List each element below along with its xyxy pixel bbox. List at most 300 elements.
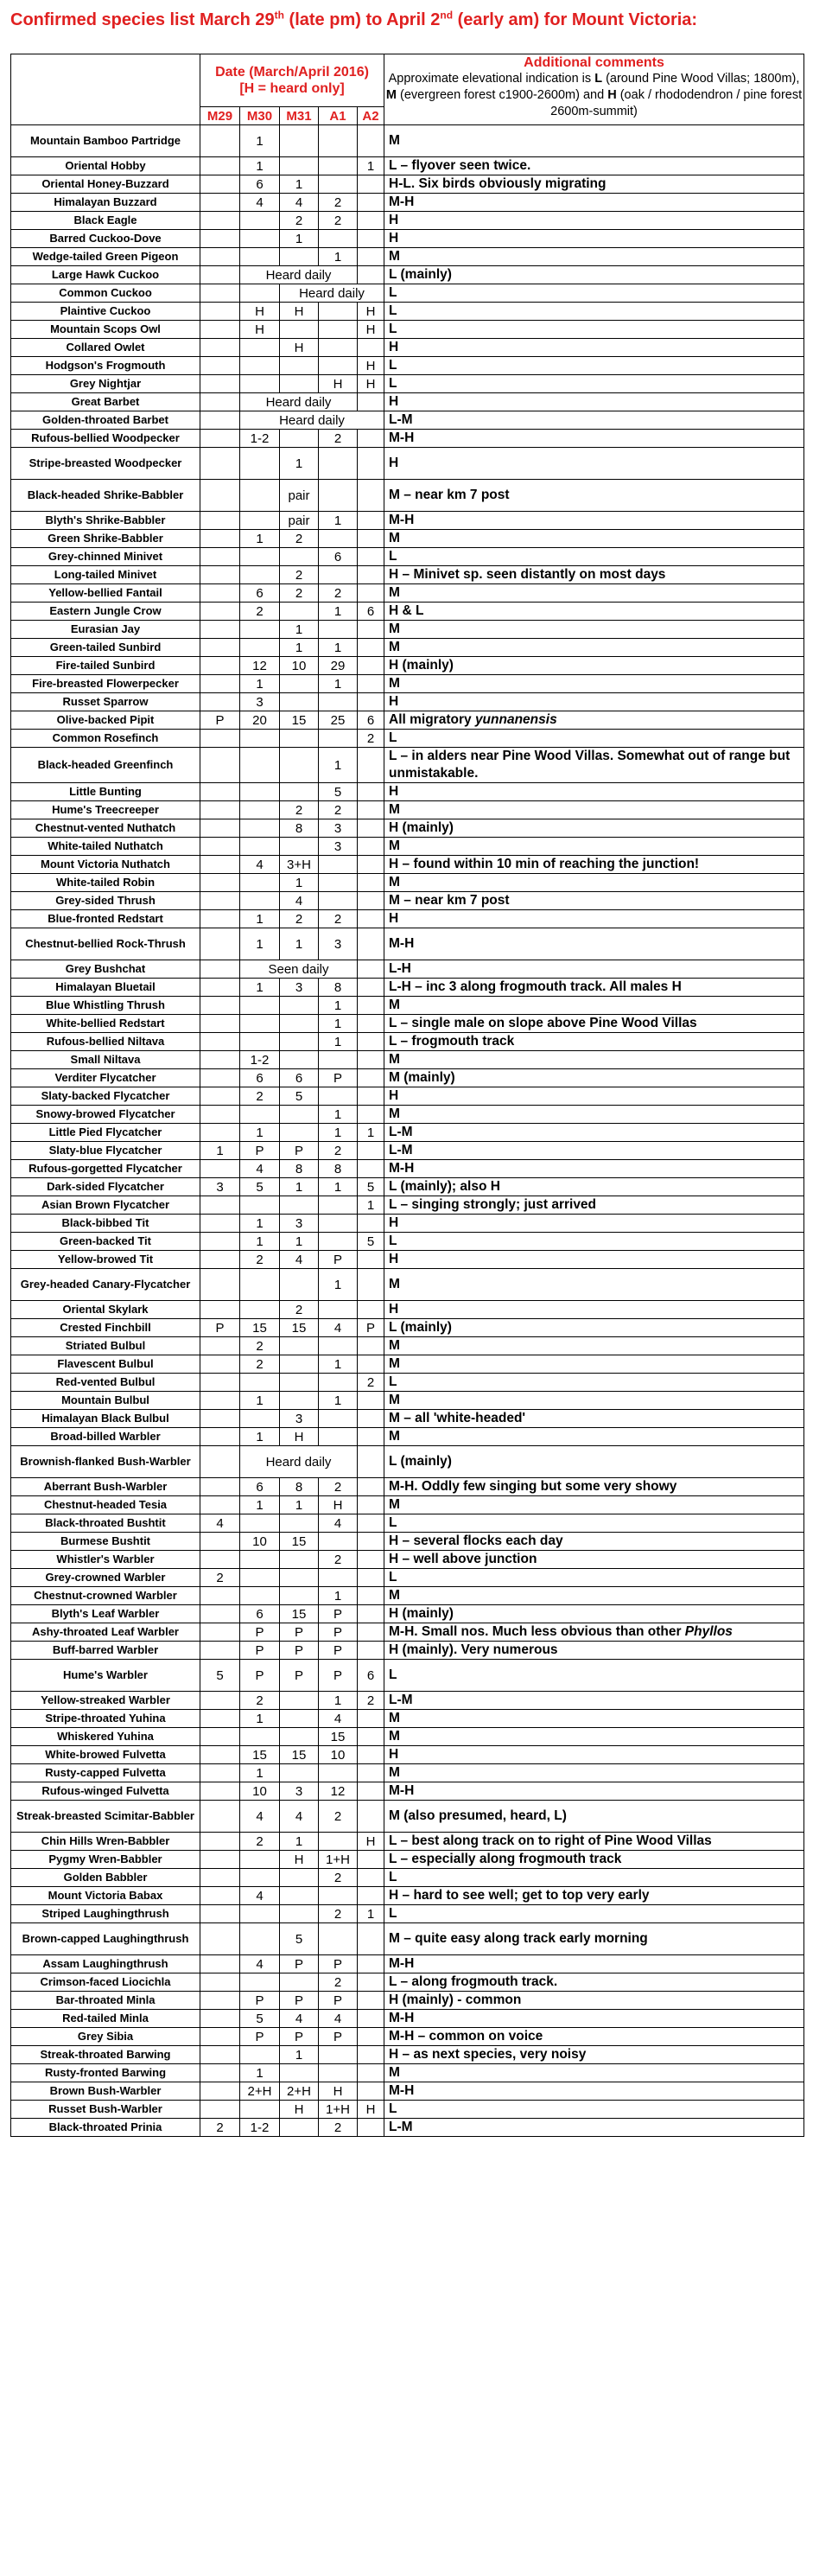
count-cell [358,339,384,357]
count-cell [280,1051,319,1069]
text-segment: M-H [389,1783,415,1798]
count-cell: 1 [319,1106,358,1124]
species-name: Himalayan Buzzard [11,194,200,212]
text-segment: L-H – inc 3 along frogmouth track. All males H [389,979,682,994]
count-cell: P [319,2028,358,2046]
comment-cell [384,393,804,411]
text-segment: L – along frogmouth track. [389,1974,558,1989]
count-cell [280,430,319,448]
count-cell: 4 [280,1801,319,1833]
count-cell [200,512,240,530]
count-cell: P [240,1660,280,1692]
species-name: White-bellied Redstart [11,1015,200,1033]
count-cell [358,1887,384,1905]
count-cell [200,783,240,801]
count-cell: 5 [280,1087,319,1106]
count-cell [358,248,384,266]
count-cell [358,1642,384,1660]
count-cell: 1 [240,157,280,175]
count-cell [319,1233,358,1251]
count-cell [200,1496,240,1514]
count-cell [240,566,280,584]
count-cell: 1 [358,157,384,175]
heard-only-note: [H = heard only] [239,81,345,96]
table-row [11,125,804,157]
table-row [11,1124,804,1142]
count-cell [280,548,319,566]
count-cell [358,266,384,284]
count-cell [319,1410,358,1428]
comment-cell [384,874,804,892]
table-row [11,874,804,892]
comment-cell [384,1851,804,1869]
count-cell: 6 [280,1069,319,1087]
count-cell: P [280,1992,319,2010]
count-cell: 1 [280,874,319,892]
count-cell [240,892,280,910]
count-cell: P [200,711,240,730]
comment-cell [384,157,804,175]
count-cell: 1 [240,1764,280,1782]
count-cell: 3 [280,979,319,997]
comment-cell [384,1196,804,1215]
table-row [11,1764,804,1782]
text-segment: M [389,676,400,691]
table-row [11,1069,804,1087]
species-name: Ashy-throated Leaf Warbler [11,1623,200,1642]
text-segment: M [389,2065,400,2080]
count-cell [358,928,384,960]
species-name: Green Shrike-Babbler [11,530,200,548]
species-name: Himalayan Bluetail [11,979,200,997]
count-cell [200,1269,240,1301]
text-segment: H – hard to see well; get to top very early [389,1888,650,1903]
count-cell [358,1587,384,1605]
count-cell [200,874,240,892]
count-cell [280,1033,319,1051]
table-row [11,639,804,657]
count-cell: H [280,1851,319,1869]
text-segment: H – several flocks each day [389,1533,563,1548]
count-cell [358,230,384,248]
count-cell [358,639,384,657]
count-cell [200,2101,240,2119]
count-cell: 1 [319,639,358,657]
count-cell: 8 [319,979,358,997]
text-segment: L (mainly); also H [389,1179,500,1194]
species-name: Grey Bushchat [11,960,200,979]
species-name: Grey-crowned Warbler [11,1569,200,1587]
comment-cell [384,1869,804,1887]
text-segment: H [389,231,399,245]
count-cell [358,1569,384,1587]
count-cell [240,2046,280,2064]
text-segment: M-H [389,936,415,951]
count-cell [280,1587,319,1605]
comment-cell [384,212,804,230]
table-row [11,1533,804,1551]
comment-cell [384,2101,804,2119]
comment-cell [384,1801,804,1833]
text-segment: M [389,1729,400,1744]
count-cell [240,284,280,303]
count-cell: 1 [319,997,358,1015]
count-cell [319,566,358,584]
count-cell [358,1106,384,1124]
species-name: Eurasian Jay [11,621,200,639]
count-cell [200,1069,240,1087]
count-cell: 1 [280,1496,319,1514]
count-cell: pair [280,512,319,530]
text-segment: M [389,1497,400,1512]
text-segment: H [389,1088,399,1103]
count-cell: 15 [240,1319,280,1337]
count-cell: P [200,1319,240,1337]
count-cell [280,730,319,748]
count-cell [240,801,280,819]
species-name: Blue Whistling Thrush [11,997,200,1015]
text-segment: M [389,1356,400,1371]
table-row [11,979,804,997]
count-cell [200,2046,240,2064]
count-cell: 2 [240,1833,280,1851]
count-cell [319,480,358,512]
count-cell: P [240,1642,280,1660]
count-cell [358,892,384,910]
count-cell [319,303,358,321]
count-cell [319,1569,358,1587]
table-row [11,1251,804,1269]
table-row [11,480,804,512]
count-cell [240,480,280,512]
count-cell [240,639,280,657]
species-name: Hodgson's Frogmouth [11,357,200,375]
table-row [11,284,804,303]
count-cell [200,284,240,303]
count-cell: 1 [358,1905,384,1923]
count-cell: 1-2 [240,2119,280,2137]
count-cell [358,1710,384,1728]
count-cell [200,411,240,430]
species-name: Striped Laughingthrush [11,1905,200,1923]
table-row [11,910,804,928]
comment-cell [384,1496,804,1514]
text-segment: H (mainly) - common [389,1993,522,2007]
table-row [11,212,804,230]
count-cell [280,1196,319,1215]
count-cell [358,430,384,448]
count-cell: 1 [240,1392,280,1410]
count-cell [319,1087,358,1106]
count-cell [358,1551,384,1569]
count-cell [280,1106,319,1124]
count-cell: P [240,1623,280,1642]
species-name: Chestnut-headed Tesia [11,1496,200,1514]
count-cell: 3+H [280,856,319,874]
species-name: Red-vented Bulbul [11,1374,200,1392]
table-row [11,2046,804,2064]
species-name: Rufous-bellied Niltava [11,1033,200,1051]
count-cell: 2 [358,730,384,748]
count-cell [358,1337,384,1355]
count-cell: 2 [319,430,358,448]
count-cell [358,1251,384,1269]
count-cell [200,979,240,997]
count-cell [200,1215,240,1233]
table-row [11,693,804,711]
count-cell: 6 [240,1605,280,1623]
count-cell [240,1015,280,1033]
count-cell: 1 [240,910,280,928]
count-cell [280,1692,319,1710]
count-cell: 20 [240,711,280,730]
table-row [11,1905,804,1923]
count-cell [200,675,240,693]
text-segment: H – well above junction [389,1552,537,1566]
count-cell [358,856,384,874]
count-cell [240,1973,280,1992]
comment-cell [384,175,804,194]
species-name: Common Rosefinch [11,730,200,748]
count-cell [319,1887,358,1905]
table-row [11,1106,804,1124]
table-row [11,801,804,819]
comment-cell [384,411,804,430]
comment-cell [384,1587,804,1605]
count-cell [358,1446,384,1478]
text-segment: M [389,1765,400,1780]
count-cell: 2 [319,1551,358,1569]
count-cell [358,960,384,979]
text-segment: L – flyover seen twice. [389,158,531,173]
count-cell [200,1410,240,1428]
species-name: Striated Bulbul [11,1337,200,1355]
count-cell: 5 [240,2010,280,2028]
count-cell: 2 [200,2119,240,2137]
count-cell [200,838,240,856]
text-segment: (evergreen forest c1900-2600m) and [396,88,608,102]
count-cell: 1 [280,1233,319,1251]
count-cell [358,675,384,693]
count-cell [319,1428,358,1446]
count-cell: 8 [280,1160,319,1178]
table-row [11,393,804,411]
count-cell [358,801,384,819]
text-segment: (oak / rhododendron / pine forest 2600m-summit) [550,88,803,118]
count-cell: 1 [319,748,358,783]
count-cell [200,1374,240,1392]
count-cell [200,1710,240,1728]
text-segment: Approximate elevational indication is [388,72,595,86]
count-cell [280,375,319,393]
count-cell [280,2064,319,2082]
count-cell [358,1142,384,1160]
comment-cell [384,1374,804,1392]
comment-cell [384,1623,804,1642]
count-cell: 25 [319,711,358,730]
species-table [10,54,804,2137]
table-row [11,1887,804,1905]
table-row [11,1642,804,1660]
count-cell [240,1923,280,1955]
count-cell [280,997,319,1015]
comment-cell [384,1337,804,1355]
table-row [11,357,804,375]
count-cell: 1 [240,125,280,157]
text-segment: H [389,784,399,799]
species-name: Fire-breasted Flowerpecker [11,675,200,693]
count-cell [240,375,280,393]
species-name: Olive-backed Pipit [11,711,200,730]
count-cell [240,1587,280,1605]
table-row [11,448,804,480]
count-cell [200,910,240,928]
count-cell [240,621,280,639]
count-cell: 3 [319,819,358,838]
count-cell [280,1973,319,1992]
count-cell: 2 [319,1869,358,1887]
text-segment: H [389,911,399,926]
table-row [11,1233,804,1251]
count-cell [200,1692,240,1710]
comment-cell [384,1533,804,1551]
count-cell [319,892,358,910]
table-row [11,1923,804,1955]
text-segment: L [389,1870,397,1884]
species-name: Common Cuckoo [11,284,200,303]
count-cell: 10 [280,657,319,675]
count-cell [280,1728,319,1746]
count-cell [280,1374,319,1392]
text-segment: H – Minivet sp. seen distantly on most days [389,567,666,582]
comment-cell [384,266,804,284]
count-cell: H [358,303,384,321]
text-segment: H (mainly). Very numerous [389,1642,558,1657]
count-cell: 1 [240,1233,280,1251]
count-cell [319,1196,358,1215]
comment-cell [384,1106,804,1124]
count-cell [200,375,240,393]
count-cell [240,748,280,783]
count-cell: 15 [280,1746,319,1764]
comment-cell [384,125,804,157]
table-row [11,657,804,675]
count-cell [319,339,358,357]
text-segment: L-M [389,412,413,427]
species-name: Yellow-streaked Warbler [11,1692,200,1710]
page-title [10,9,805,31]
text-segment: All migratory [389,712,475,727]
title-text: (late pm) to April 2 [284,10,441,29]
count-cell: 3 [280,1410,319,1428]
comment-cell [384,375,804,393]
count-cell: 2 [280,1301,319,1319]
table-row [11,1801,804,1833]
comment-cell [384,430,804,448]
count-cell: 5 [200,1660,240,1692]
text-segment: H [607,88,617,102]
count-cell [240,2101,280,2119]
count-cell: 1 [240,979,280,997]
species-name: Black-throated Bushtit [11,1514,200,1533]
count-cell: P [240,2028,280,2046]
count-cell [358,1033,384,1051]
table-row [11,1355,804,1374]
table-row [11,730,804,748]
species-name: Whistler's Warbler [11,1551,200,1569]
comment-cell [384,1992,804,2010]
table-row [11,1319,804,1337]
count-cell: 2 [358,1374,384,1392]
count-cell: 1+H [319,2101,358,2119]
table-row [11,1992,804,2010]
comment-cell [384,2046,804,2064]
text-segment: L [594,72,603,86]
count-cell [240,248,280,266]
date-header-label: Date (March/April 2016) [215,65,369,80]
species-name: Bar-throated Minla [11,1992,200,2010]
species-name: Golden Babbler [11,1869,200,1887]
table-row [11,157,804,175]
count-cell [200,1160,240,1178]
count-cell: 1 [280,2046,319,2064]
table-row [11,783,804,801]
table-row [11,1215,804,1233]
count-cell: 1 [240,928,280,960]
count-cell [358,979,384,997]
count-cell: H [280,339,319,357]
count-cell: 2 [240,1337,280,1355]
count-cell [358,1851,384,1869]
count-cell: 1 [280,928,319,960]
species-name: Grey-sided Thrush [11,892,200,910]
count-cell [200,1605,240,1623]
count-cell [240,512,280,530]
species-name: Red-tailed Minla [11,2010,200,2028]
count-cell: pair [280,480,319,512]
count-cell [200,1833,240,1851]
count-cell [358,2028,384,2046]
count-cell [240,1410,280,1428]
count-cell [280,1869,319,1887]
species-name: Collared Owlet [11,339,200,357]
date-column-header: M31 [280,107,319,125]
count-cell: 1 [319,603,358,621]
count-cell [358,657,384,675]
table-row [11,375,804,393]
comment-cell [384,1973,804,1992]
count-cell [200,892,240,910]
count-cell [200,1251,240,1269]
count-cell: H [358,2101,384,2119]
count-cell: 6 [358,711,384,730]
species-name: Barred Cuckoo-Dove [11,230,200,248]
text-segment: L [389,322,397,336]
count-cell: 1 [280,639,319,657]
count-cell [200,693,240,711]
count-cell: 1-2 [240,430,280,448]
species-name: Blue-fronted Redstart [11,910,200,928]
count-cell [240,230,280,248]
species-name: Himalayan Black Bulbul [11,1410,200,1428]
comment-cell [384,1142,804,1160]
text-segment: L [389,2101,397,2116]
table-row [11,1033,804,1051]
count-cell [200,1355,240,1374]
daily-record-cell: Heard daily [240,393,358,411]
count-cell: H [280,303,319,321]
comment-cell [384,1069,804,1087]
